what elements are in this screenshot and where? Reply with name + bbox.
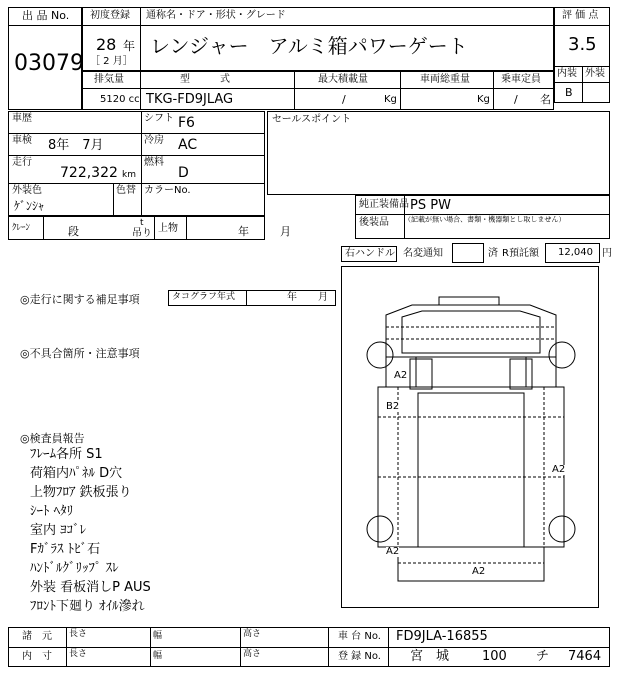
displacement: 5120 cc: [100, 94, 140, 105]
upper-month-visible: 月: [280, 225, 291, 238]
model-name-label: 通称名・ドア・形状・グレード: [146, 10, 286, 21]
inspection-label: 車検: [12, 135, 32, 146]
interior-label: 内装: [557, 68, 577, 79]
max-load-label: 最大積載量: [318, 74, 368, 85]
width-label: 幅: [153, 631, 163, 641]
exterior-label: 外装: [585, 68, 605, 79]
recycle-amount: 12,040: [558, 247, 593, 258]
capacity-slash: /: [514, 93, 518, 106]
ext-color-label: 外装色: [12, 185, 42, 196]
inspector-line: ﾌﾚｰﾑ各所 S1: [30, 447, 103, 462]
shift-value: F6: [178, 115, 195, 131]
fuel-value: D: [178, 165, 189, 181]
recycle-mark: 済: [488, 248, 498, 259]
specs-footer-label: 諸 元: [22, 631, 52, 642]
damage-diagram: [341, 266, 599, 608]
inspector-line: 室内 ﾖｺﾞﾚ: [30, 523, 87, 538]
aftermarket-note: （記載が無い場合、書類・機器類とし取しません）: [404, 216, 566, 225]
reg-class: 100: [482, 649, 507, 664]
truck-outline-icon: [342, 267, 600, 609]
lot-no-label: 出 品 No.: [22, 9, 70, 22]
mileage-unit: km: [122, 170, 136, 180]
interior-dims-label: 内 寸: [22, 651, 52, 662]
inspector-line: Fｶﾞﾗｽ ﾄﾋﾞ石: [30, 542, 101, 557]
ac-label: 冷房: [144, 135, 164, 146]
height-label: 高さ: [243, 629, 262, 639]
damage-mark: A2: [394, 370, 408, 381]
damage-mark: A2: [386, 546, 400, 557]
defects-label: ◎不具合箇所・注意事項: [20, 347, 140, 360]
inspector-line: 荷箱内ﾊﾟﾈﾙ D穴: [30, 466, 123, 481]
length-label: 長さ: [69, 629, 88, 639]
shift-label: シフト: [144, 113, 174, 124]
history-label: 車歴: [12, 113, 32, 124]
interior-grade: B: [565, 86, 573, 99]
upper-label: 上物: [158, 223, 178, 234]
color-code-label: カラーNo.: [144, 185, 191, 196]
lot-no: 03079: [14, 51, 84, 76]
grade-label: 評 価 点: [562, 10, 599, 21]
ext-color-value: ｹﾞﾝｼｬ: [14, 199, 45, 213]
details-box: [8, 111, 265, 216]
fuel-label: 燃料: [144, 157, 164, 168]
crane-ton: t: [140, 218, 144, 228]
first-reg-year: 28: [96, 35, 117, 54]
inspector-line: ﾌﾛﾝﾄ下廻り ｵｲﾙ滲れ: [30, 599, 145, 614]
first-reg-label: 初度登録: [90, 10, 130, 21]
tacho-month: 月: [318, 292, 328, 303]
reg-label: 登 録 No.: [338, 651, 381, 662]
reg-area: 宮 城: [410, 649, 450, 664]
inspector-line: ﾊﾝﾄﾞﾙｸﾞﾘｯﾌﾟ ｽﾚ: [30, 561, 119, 576]
crane-hook: 吊り: [132, 228, 152, 239]
sales-point-label: セールスポイント: [272, 114, 352, 125]
color-change-label: 色替: [116, 185, 136, 196]
name-change-box: [452, 243, 484, 263]
mileage-label: 走行: [12, 157, 32, 168]
capacity-unit: 名: [540, 93, 551, 106]
inspection-value: 8年 7月: [48, 138, 104, 153]
tacho-year: 年: [287, 292, 297, 303]
equipment-label: 純正装備品: [359, 199, 409, 210]
reg-kana: チ: [536, 649, 550, 664]
length-label-2: 長さ: [69, 649, 88, 659]
chassis-label: 車 台 No.: [338, 631, 381, 642]
width-label-2: 幅: [153, 651, 163, 661]
name-change-label: 名変通知: [403, 248, 443, 259]
driving-notes-label: ◎走行に関する補足事項: [20, 293, 140, 306]
model-type: TKG-FD9JLAG: [146, 92, 234, 107]
first-reg-month: ［ 2 月］: [90, 56, 133, 67]
model-name: レンジャー アルミ箱パワーゲート: [150, 34, 468, 58]
crane-label: ｸﾚｰﾝ: [12, 223, 31, 233]
total-weight-label: 車両総重量: [420, 74, 470, 85]
crane-stage: 段: [68, 225, 79, 238]
inspector-line: 上物ﾌﾛｱ 鉄板張り: [30, 485, 132, 500]
inspector-label: ◎検査員報告: [20, 432, 85, 445]
displacement-label: 排気量: [94, 74, 124, 85]
model-type-label: 型 式: [180, 74, 230, 85]
equipment-value: PS PW: [410, 198, 451, 213]
year-unit: 年: [123, 39, 136, 53]
damage-mark: A2: [552, 464, 566, 475]
inspector-line: 外装 看板消しP AUS: [30, 580, 151, 595]
tacho-label: タコグラフ年式: [172, 292, 236, 302]
height-label-2: 高さ: [243, 649, 262, 659]
mileage-value: 722,322: [60, 165, 118, 181]
chassis-no: FD9JLA-16855: [396, 629, 488, 644]
damage-mark: B2: [386, 401, 400, 412]
inspector-line: ｼｰﾄ ﾍﾀﾘ: [30, 504, 74, 519]
max-load-unit: Kg: [384, 94, 397, 105]
upper-year: 年: [238, 225, 249, 238]
recycle-unit: 円: [602, 248, 612, 259]
steering: 右ハンドル: [345, 248, 395, 259]
recycle-label: R預託額: [502, 248, 539, 259]
capacity-label: 乗車定員: [501, 74, 541, 85]
total-weight-unit: Kg: [477, 94, 490, 105]
aftermarket-label: 後装品: [359, 217, 389, 228]
ac-value: AC: [178, 137, 198, 153]
damage-mark: A2: [472, 566, 486, 577]
reg-no: 7464: [568, 649, 602, 664]
max-load-slash: /: [342, 93, 346, 106]
grade-value: 3.5: [568, 34, 597, 55]
